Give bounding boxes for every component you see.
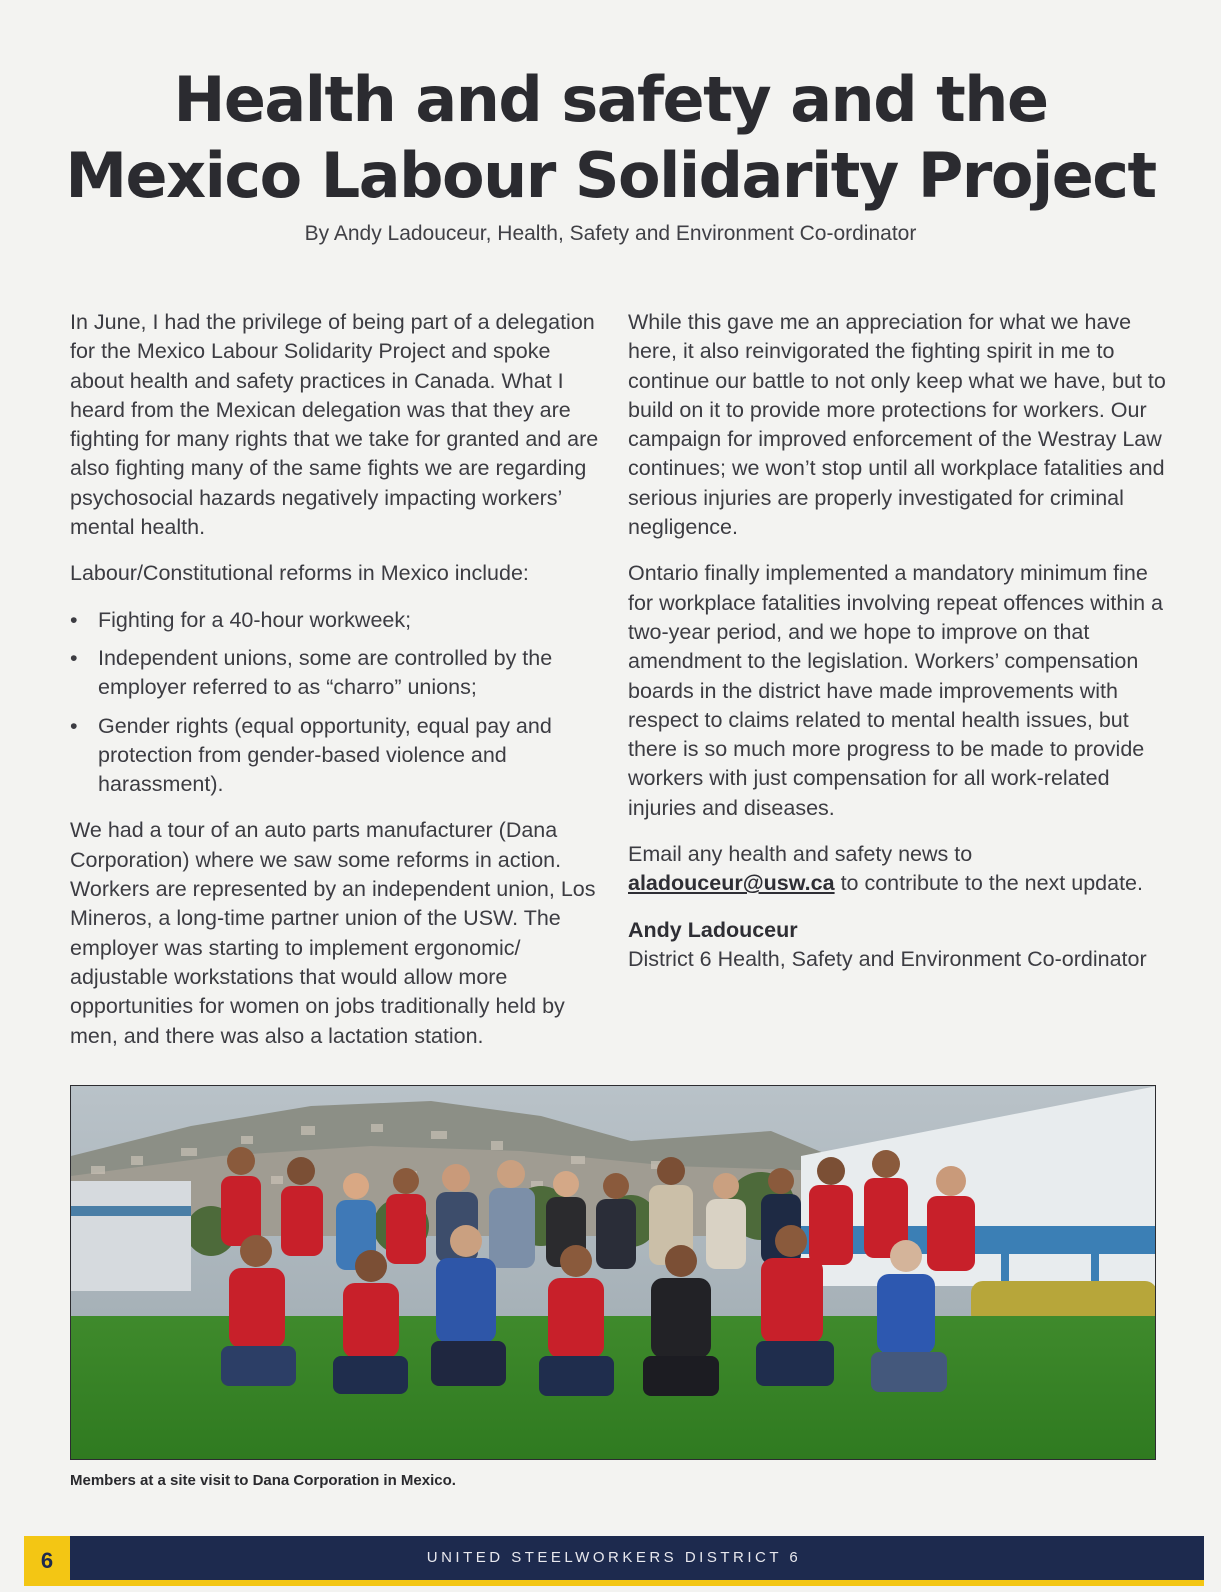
paragraph: We had a tour of an auto parts manufacturer (Dana Corporation) where we saw some reforms in action. Workers are represented by an independent union, Los Mineros, a long-time partner union of the USW. The employer was starting to implement ergonomic/ adjustable workstations that would allow more opportunities for women on jobs traditionally held by men, and there was also a lactation station.: [70, 818, 596, 1048]
article-title: [0, 62, 1221, 214]
byline: By Andy Ladouceur, Health, Safety and Environment Co-ordinator: [304, 222, 917, 245]
paragraph: In June, I had the privilege of being part of a delegation for the Mexico Labour Solidarity Project and spoke about health and safety practices in Canada. What I heard from the Mexican delegation was that they are fighting for many rights that we take for granted and are also fighting many of the same fights we are regarding psychosocial hazards negatively impacting workers’ mental health.: [70, 310, 599, 540]
email-link[interactable]: aladouceur@usw.ca: [628, 871, 835, 896]
paragraph: Labour/Constitutional reforms in Mexico include:: [70, 561, 529, 586]
email-paragraph: Email any health and safety news to aladouceur@usw.ca to contribute to the next update.: [628, 842, 1143, 896]
footer-accent-line: [24, 1580, 1204, 1586]
group-photo: [70, 1085, 1156, 1460]
list-item: • Fighting for a 40-hour workweek;: [70, 606, 602, 635]
bullet-icon: •: [70, 645, 78, 670]
paragraph: Ontario finally implemented a mandatory minimum fine for workplace fatalities involving repeat offences within a two-year period, and we hope to improve on that amendment to the legislation. Workers’ compensation boards in the district have made improvements with respect to claims related to mental health issues, but there is so much more progress to be made to provide workers with just compensation for all work-related injuries and diseases.: [628, 561, 1164, 820]
list-item: • Independent unions, some are controlled by the employer referred to as “charro” unions;: [70, 645, 553, 700]
left-column: [70, 308, 602, 1068]
publication-name: UNITED STEELWORKERS DISTRICT 6: [426, 1549, 802, 1566]
reform-list: [70, 606, 602, 800]
article-title-line-2: Mexico Labour Solidarity Project: [65, 139, 1156, 212]
list-item: • Gender rights (equal opportunity, equal pay and protection from gender-based violence and harassment).: [70, 713, 552, 797]
article-title-line-1: Health and safety and the: [173, 63, 1048, 136]
author-name: Andy Ladouceur: [628, 917, 798, 942]
page-number: 6: [24, 1536, 70, 1586]
bullet-icon: •: [70, 713, 78, 738]
paragraph: While this gave me an appreciation for what we have here, it also reinvigorated the fighting spirit in me to continue our battle to not only keep what we have, but to build on it to provide more protections for workers. Our campaign for improved enforcement of the Westray Law continues; we won’t stop until all workplace fatalities and serious injuries are properly investigated for criminal negligence.: [628, 310, 1166, 540]
group-photo-illustration: [71, 1086, 1156, 1460]
right-column: [628, 308, 1168, 991]
author-title: District 6 Health, Safety and Environment Co-ordinator: [628, 946, 1147, 971]
bullet-icon: •: [70, 607, 78, 632]
photo-caption: Members at a site visit to Dana Corporation in Mexico.: [70, 1472, 456, 1489]
